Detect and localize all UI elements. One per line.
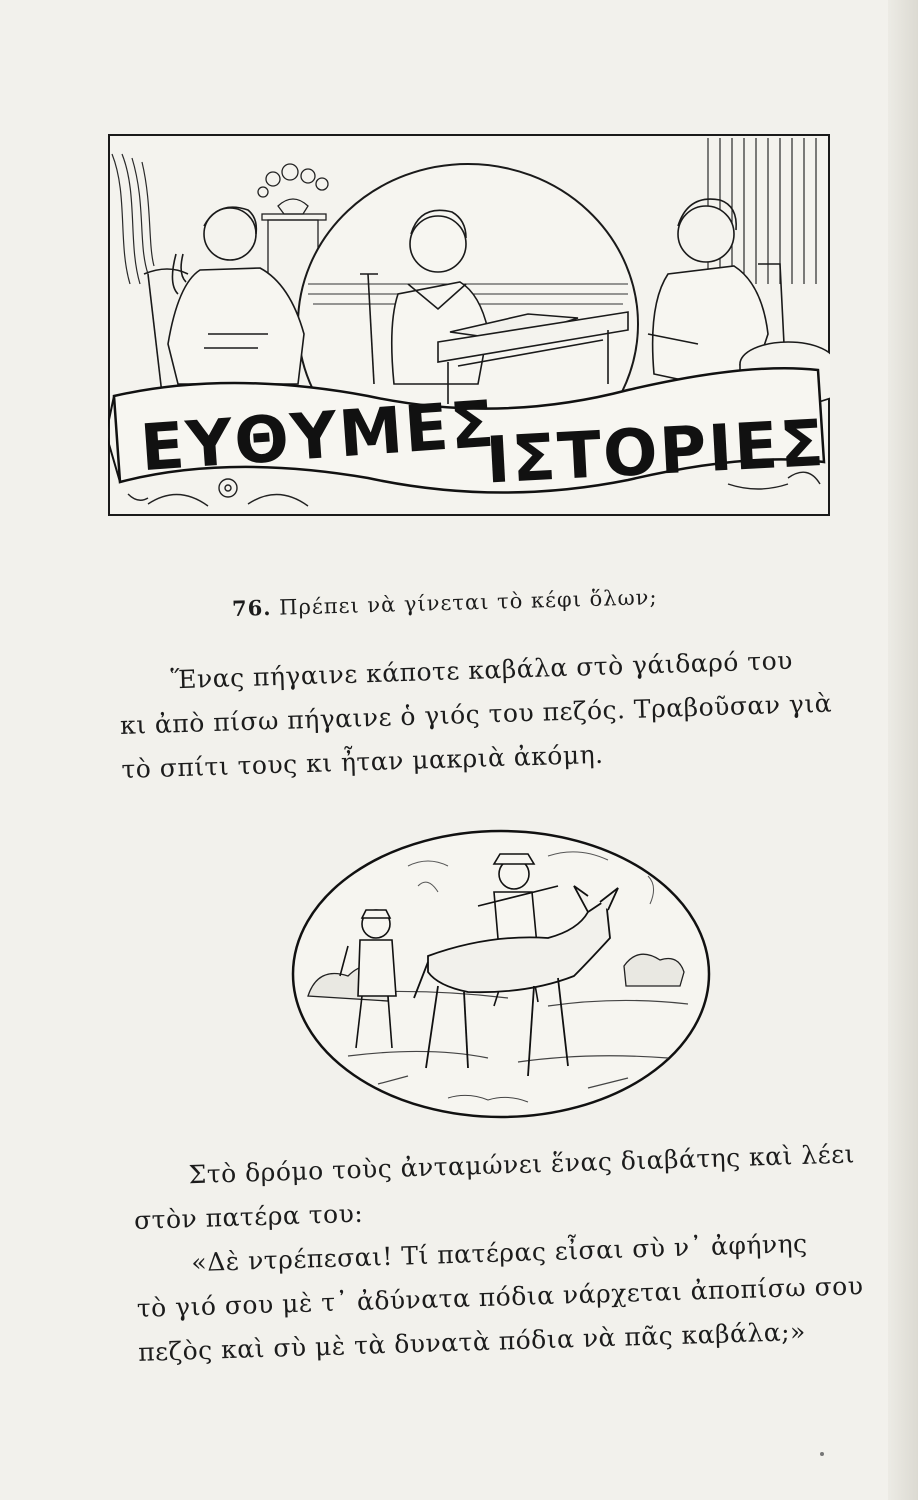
paragraph-2-line-1: Στὸ δρόμο τοὺς ἀνταμώνει ἕνας διαβάτης καὶ λέει [188,1139,856,1190]
donkey-rider-illustration [288,826,714,1122]
paragraph-2 [132,1132,865,1375]
paragraph-2-line-2: στὸν πατέρα του: [133,1198,364,1235]
paragraph-1-line-3: τὸ σπίτι τους κι ἦταν μακριὰ ἀκόμη. [120,739,604,784]
banner-title-right: ΙΣΤΟΡΙΕΣ [484,406,828,499]
banner-title-left: ΕΥΘΥΜΕΣ [138,387,499,487]
paragraph-1-line-1: Ἕνας πήγαινε κάποτε καβάλα στὸ γάιδαρό του [170,645,794,695]
paragraph-1-line-2: κι ἀπὸ πίσω πήγαινε ὁ γιός του πεζός. Τραβοῦσαν γιὰ [119,688,833,740]
story-number: 76. [231,594,272,621]
paper-speck [820,1452,824,1456]
paragraph-2-line-3: «Δὲ ντρέπεσαι! Τί πατέρας εἶσαι σὺ ν᾽ ἀφήνης [190,1228,808,1278]
paragraph-2-line-4: τὸ γιό σου μὲ τ᾽ ἀδύνατα πόδια νάρχεται ἀποπίσω σου [136,1271,864,1323]
page-edge [888,0,918,1500]
paragraph-2-line-5: πεζὸς καὶ σὺ μὲ τὰ δυνατὰ πόδια νὰ πᾶς καβάλα;» [137,1316,807,1367]
story-title: Πρέπει νὰ γίνεται τὸ κέφι ὅλων; [278,585,658,620]
story-heading [232,581,752,621]
header-banner-illustration [108,134,830,516]
paragraph-1 [118,638,834,792]
